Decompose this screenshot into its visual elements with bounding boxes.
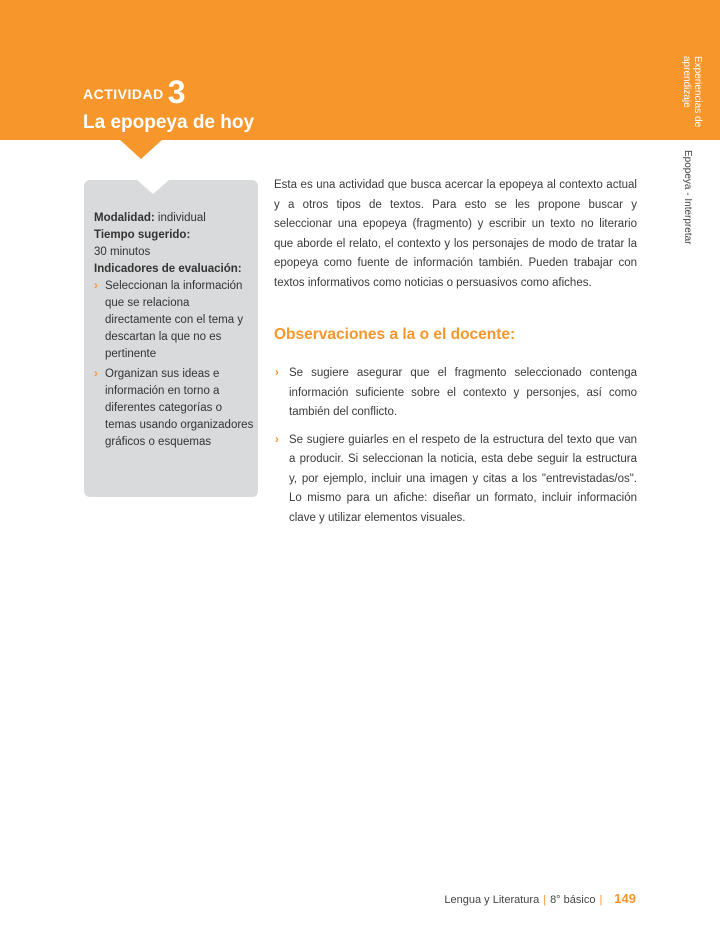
observations-heading: Observaciones a la o el docente:: [274, 326, 516, 343]
modalidad-label: Modalidad:: [94, 212, 155, 224]
indicadores-label-text: Indicadores de evaluación:: [94, 263, 242, 275]
footer-subject: Lengua y Literatura: [444, 894, 540, 906]
modalidad-value: individual: [157, 212, 206, 224]
footer-separator: |: [599, 894, 603, 906]
modalidad-line: [94, 210, 254, 227]
observation-item: › Se sugiere guiarles en el respeto de la estructura del texto que van a producir. Si seleccionan la noticia, esta debe seguir la estructura y, por ejemplo, incluir una imagen y citas a los "entrevistadas/os". Lo mismo para un afiche: diseñar un formato, incluir información clave y utilizar elementos visuales.: [274, 431, 637, 529]
tiempo-label: [94, 227, 254, 244]
footer-separator: |: [543, 894, 547, 906]
page-number: 149: [614, 891, 636, 906]
observations-list: [274, 364, 637, 536]
activity-label: [83, 74, 186, 111]
activity-number: 3: [167, 74, 187, 110]
indicator-item: › Seleccionan la información que se relaciona directamente con el tema y descartan la que no es pertinente: [94, 278, 254, 363]
section-label: Experiencias de aprendizaje: [681, 56, 703, 128]
topic-label: Epopeya - Interpretar: [682, 150, 693, 245]
tiempo-value: 30 minutos: [94, 246, 151, 258]
indicator-item: › Organizan sus ideas e información en torno a diferentes categorías o temas usando organizadores gráficos o esquemas: [94, 366, 254, 451]
observation-item: › Se sugiere asegurar que el fragmento seleccionado contenga información suficiente sobre el contexto y personjes, así como también del conflicto.: [274, 364, 637, 423]
tiempo-label-text: Tiempo sugerido:: [94, 229, 191, 241]
activity-label-text: ACTIVIDAD: [83, 86, 164, 102]
sidebar-content: [94, 210, 254, 454]
page-footer: [444, 891, 636, 906]
footer-grade: 8° básico: [550, 894, 596, 906]
header-notch: [119, 139, 163, 159]
activity-title: La epopeya de hoy: [83, 112, 255, 133]
indicator-list: [94, 278, 254, 451]
indicadores-label: [94, 261, 254, 278]
sidebar-notch: [137, 180, 169, 194]
intro-paragraph: Esta es una actividad que busca acercar la epopeya al contexto actual y a otros tipos de textos. Para esto se les propone buscar y seleccionar una epopeya (fragmento) y escribir un texto no literario que aborde el relato, el contexto y los personajes de modo de tratar la epopeya como fuente de información también. Pueden trabajar con textos informativos como noticias o persuasivos como afiches.: [274, 179, 637, 289]
